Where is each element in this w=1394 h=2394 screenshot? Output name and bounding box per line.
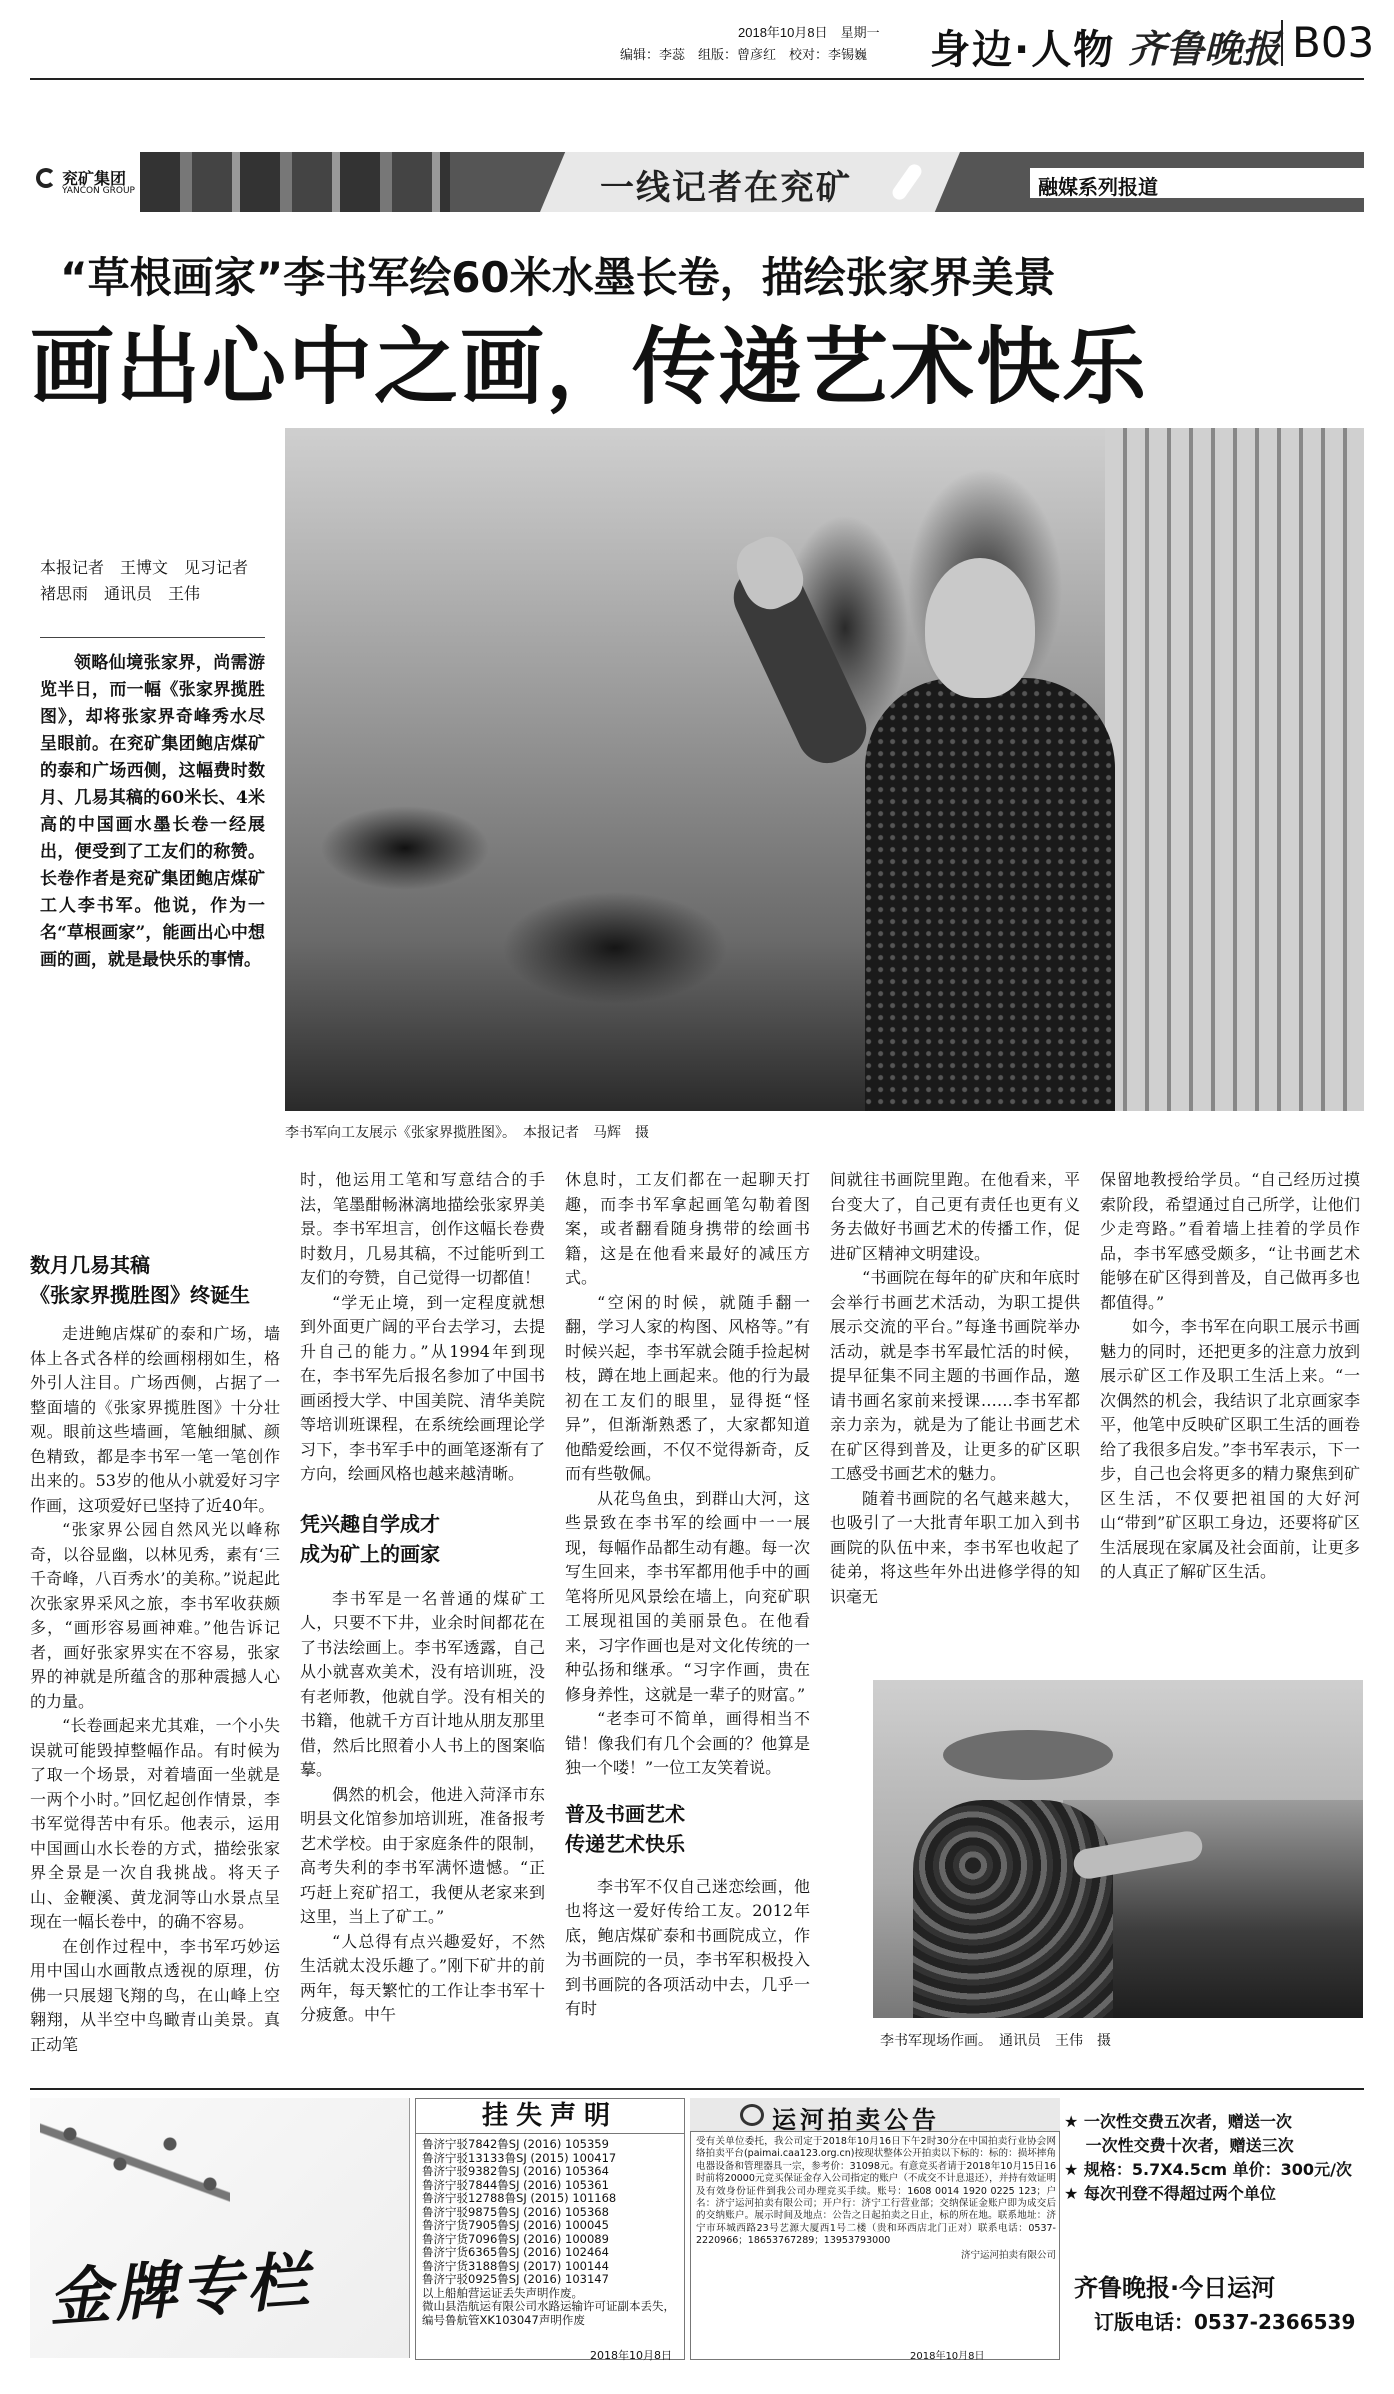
subhead-2b: 成为矿上的画家 xyxy=(300,1541,440,1566)
paragraph: 休息时，工友们都在一起聊天打趣，而李书军拿起画笔勾勒着图案，或者翻看随身携带的绘画书籍，这是在他看来最好的减压方式。 xyxy=(565,1170,810,1287)
group-logo-text: 兖矿集团 xyxy=(62,169,127,188)
paragraph: 在创作过程中，李书军巧妙运用中国山水画散点透视的原理，仿佛一只展翅飞翔的鸟，在山峰上空翱翔，从半空中鸟瞰青山美景。真正动笔 xyxy=(30,1936,280,2054)
loss-notice-date: 2018年10月8日 xyxy=(590,2349,672,2362)
byline: 本报记者 王博文 见习记者 褚思雨 通讯员 王伟 xyxy=(40,558,265,603)
paper-logo: 齐鲁晚报 xyxy=(1128,26,1281,71)
auction-body: 受有关单位委托，我公司定于2018年10月16日下午2时30分在中国拍卖行业协会网络拍卖平台(paimai.caa123.org.cn)按现状整体公开拍卖以下标的：标的：损坏摔角电器设备和管理器具一宗，参考价：31098元。有意竞买者请于2018年10月15日16时前将20000元竞买保证金存入公司指定的账户（不成交不计息退还），并持有效证明及有效身份证件到我公司办理竞买手续。账号：1608 0014 1920 0225 123；户名：济宁运河拍卖有限公司；开户行：济宁工行营业部；交纳保证金账户即为成交后的交纳账户。展示时间及地点：公告之日起拍卖之日止，标的所在地。联系地址：济宁市环城西路23号艺源大厦西1号二楼（贵和环西店北门正对）联系电话：0537-2220966；18653767289；13953793000 xyxy=(696,2136,1056,2247)
article-column-4 xyxy=(830,1168,1080,1609)
series-title: 一线记者在兖矿 xyxy=(600,168,852,208)
promo-line: 一次性交费十次者，赠送三次 xyxy=(1064,2136,1294,2155)
issue-weekday: 星期一 xyxy=(840,25,880,40)
main-photo xyxy=(285,428,1364,1111)
article-column-2 xyxy=(300,1168,545,2028)
subhead-3a: 普及书画艺术 xyxy=(565,1801,685,1826)
paragraph: 时，他运用工笔和写意结合的手法，笔墨酣畅淋漓地描绘张家界美景。李书军坦言，创作这幅长卷费时数月，几易其稿，不过能听到工友们的夸赞，自己觉得一切都值！ xyxy=(300,1170,545,1287)
main-photo-caption: 李书军向工友展示《张家界揽胜图》。 本报记者 马辉 摄 xyxy=(285,1125,649,1141)
paragraph: 李书军不仅自己迷恋绘画，他也将这一爱好传给工友。2012年底，鲍店煤矿泰和书画院成立，作为书画院的一员，李书军积极投入到书画院的各项活动中去，几乎一有时 xyxy=(565,1876,810,2018)
painting-photo-caption: 李书军现场作画。 通讯员 王伟 摄 xyxy=(880,2033,1111,2049)
masthead-editors: 编辑：李蕊 组版：曾彦红 校对：李锡巍 xyxy=(620,47,868,62)
paragraph: “张家界公园自然风光以峰称奇，以谷显幽，以林见秀，素有‘三千奇峰，八百秀水’的美称。”说起此次张家界采风之旅，李书军收获颇多，“画形容易画神难。”他告诉记者，画好张家界实在不容易，张家界的神就是所蕴含的那种震撼人心的力量。 xyxy=(30,1520,280,1711)
loss-notice-list xyxy=(422,2138,682,2327)
promo-line: ★ 规格：5.7X4.5cm 单价：300元/次 xyxy=(1064,2160,1352,2179)
paragraph: 如今，李书军在向职工展示书画魅力的同时，还把更多的注意力放到展示矿区工作及职工生活上来。“一次偶然的机会，我结识了北京画家李平，他笔中反映矿区职工生活的画卷给了我很多启发。”李书军表示，下一步，自己也会将更多的精力聚焦到矿区生活，不仅要把祖国的大好河山“带到”矿区职工身边，还要将矿区生活展现在家属及社会面前，让更多的人真正了解矿区生活。 xyxy=(1100,1317,1360,1581)
building-wall xyxy=(1105,428,1364,1111)
subhead-3b: 传递艺术快乐 xyxy=(565,1831,685,1856)
plum-blossom-illustration xyxy=(40,2104,230,2214)
masthead-rule xyxy=(30,78,1364,80)
list-item: 微山县浩航运有限公司水路运输许可证副本丢失，编号鲁航管XK103047声明作废 xyxy=(422,2299,675,2327)
yancon-logo-icon xyxy=(36,168,56,188)
promo-line: ★ 一次性交费五次者，赠送一次 xyxy=(1064,2112,1292,2131)
painting-photo xyxy=(873,1680,1363,2018)
lead-divider xyxy=(40,637,265,638)
subhead-1b: 《张家界揽胜图》终诞生 xyxy=(30,1283,250,1307)
issue-date: 2018年10月8日 xyxy=(738,25,828,40)
list-item: 鲁济宁驳7844鲁SJ (2016) 105361 xyxy=(422,2177,609,2192)
group-logo-text-en: YANCON GROUP xyxy=(62,186,135,196)
list-item: 鲁济宁货7905鲁SJ (2016) 100045 xyxy=(422,2218,609,2232)
auction-logo-icon xyxy=(740,2104,764,2126)
promo-line: ★ 每次刊登不得超过两个单位 xyxy=(1064,2184,1276,2203)
paragraph: “书画院在每年的矿庆和年底时会举行书画艺术活动，为职工提供展示交流的平台。”每逢书画院举办活动，就是李书军最忙活的时候，提早征集不同主题的书画作品，邀请书画名家前来授课……李书军都亲力亲为，就是为了能让书画艺术在矿区得到普及，让更多的矿区职工感受书画艺术的魅力。 xyxy=(830,1268,1080,1483)
list-item: 鲁济宁驳9875鲁SJ (2016) 105368 xyxy=(422,2204,609,2219)
promo-phone: 订版电话：0537-2366539 xyxy=(1094,2310,1356,2334)
list-item: 鲁济宁驳12788鲁SJ (2015) 101168 xyxy=(422,2191,617,2205)
miners-photo-strip xyxy=(140,152,450,212)
gold-column-calligraphy: 金牌专栏 xyxy=(46,2243,315,2336)
series-subtitle: 融媒系列报道 xyxy=(1038,175,1158,199)
painter-head xyxy=(925,558,1035,698)
list-item: 鲁济宁货3188鲁SJ (2017) 100144 xyxy=(422,2258,609,2273)
list-item: 鲁济宁驳0925鲁SJ (2016) 103147 xyxy=(422,2272,609,2286)
paragraph: 间就往书画院里跑。在他看来，平台变大了，自己更有责任也更有义务去做好书画艺术的传播工作，促进矿区精神文明建设。 xyxy=(830,1170,1080,1263)
lead-paragraph: 领略仙境张家界，尚需游览半日，而一幅《张家界揽胜图》，却将张家界奇峰秀水尽呈眼前。在兖矿集团鲍店煤矿的泰和广场西侧，这幅费时数月、几易其稿的60米长、4米高的中国画水墨长卷一经展出，便受到了工友们的称赞。长卷作者是兖矿集团鲍店煤矿工人李书军。他说，作为一名“草根画家”，能画出心中想画的画，就是最快乐的事情。 xyxy=(40,653,265,970)
article-headline: 画出心中之画，传递艺术快乐 xyxy=(30,318,1149,416)
article-column-5 xyxy=(1100,1168,1360,1585)
list-item: 鲁济宁驳9382鲁SJ (2016) 105364 xyxy=(422,2164,609,2178)
list-item: 鲁济宁货6365鲁SJ (2016) 102464 xyxy=(422,2245,609,2259)
painter-hat xyxy=(943,1730,1113,1780)
section-title: 身边·人物 xyxy=(930,27,1116,73)
painter-camouflage-jacket xyxy=(913,1800,1113,2018)
paragraph: 从花鸟鱼虫，到群山大河，这些景致在李书军的绘画中一一展现，每幅作品都生动有趣。每一次写生回来，李书军都用他手中的画笔将所见风景绘在墙上，向兖矿职工展现祖国的美丽景色。在他看来，习字作画也是对文化传统的一种弘扬和继承。“习字作画，贵在修身养性，这就是一辈子的财富。” xyxy=(565,1488,810,1704)
paragraph: 李书军是一名普通的煤矿工人，只要不下井，业余时间都花在了书法绘画上。李书军透露，自己从小就喜欢美术，没有培训班，没有老师教，他就自学。没有相关的书籍，他就千方百计地从朋友那里借，然后比照着小人书上的图案临摹。 xyxy=(300,1588,545,1779)
subhead-2a: 凭兴趣自学成才 xyxy=(300,1511,440,1536)
subhead-1a: 数月几易其稿 xyxy=(30,1253,150,1277)
paragraph: 随着书画院的名气越来越大，也吸引了一大批青年职工加入到书画院的队伍中来，李书军也收起了徒弟，将这些年外出进修学得的知识毫无 xyxy=(830,1488,1080,1606)
article-column-3 xyxy=(565,1168,810,2022)
list-item: 鲁济宁驳13133鲁SJ (2015) 100417 xyxy=(422,2150,617,2165)
ad-band-rule xyxy=(30,2088,1364,2090)
paragraph: 走进鲍店煤矿的泰和广场，墙体上各式各样的绘画栩栩如生，格外引人注目。广场西侧，占据了一整面墙的《张家界揽胜图》十分壮观。眼前这些墙画，笔触细腻、颜色精致，都是李书军一笔一笔创作出来的。53岁的他从小就爱好习字作画，这项爱好已坚持了近40年。 xyxy=(30,1324,280,1515)
painter-figure xyxy=(865,678,1115,1111)
paragraph: 保留地教授给学员。“自己经历过摸索阶段，希望通过自己所学，让他们少走弯路。”看着墙上挂着的学员作品，李书军感受颇多，“让书画艺术能够在矿区得到普及，自己做再多也都值得。” xyxy=(1100,1170,1360,1312)
auction-notice-date: 2018年10月8日 xyxy=(910,2351,985,2362)
paragraph: “长卷画起来尤其难，一个小失误就可能毁掉整幅作品。有时候为了取一个场景，对着墙面一坐就是一两个小时。”回忆起创作情景，李书军觉得苦中有乐。他表示，运用中国画山水长卷的方式，描绘张家界全景是一次自我挑战。将天子山、金鞭溪、黄龙洞等山水景点呈现在一幅长卷中，的确不容易。 xyxy=(30,1716,280,1931)
list-item: 鲁济宁驳7842鲁SJ (2016) 105359 xyxy=(422,2137,609,2151)
paragraph: “空闲的时候，就随手翻一翻，学习人家的构图、风格等。”有时候兴起，李书军就会随手捡起树枝，蹲在地上画起来。他的行为最初在工友们的眼里，显得挺“怪异”，但渐渐熟悉了，大家都知道他酷爱绘画，不仅不觉得新奇，反而有些敬佩。 xyxy=(565,1292,810,1483)
auction-notice-title: 运河拍卖公告 xyxy=(772,2106,940,2134)
paragraph: “学无止境，到一定程度就想到外面更广阔的平台去学习，去提升自己的能力。”从1994年到现在，李书军先后报名参加了中国书画函授大学、中国美院、清华美院等培训班课程，在系统绘画理论学习下，李书军手中的画笔逐渐有了方向，绘画风格也越来越清晰。 xyxy=(300,1292,545,1483)
masthead-date xyxy=(738,22,880,41)
loss-notice-title: 挂失声明 xyxy=(415,2098,685,2134)
article-kicker: “草根画家”李书军绘60米水墨长卷，描绘张家界美景 xyxy=(60,253,1056,302)
article-column-1 xyxy=(30,1250,280,2057)
paragraph: 偶然的机会，他进入菏泽市东明县文化馆参加培训班，准备报考艺术学校。由于家庭条件的限制，高考失利的李书军满怀遗憾。“正巧赶上兖矿招工，我便从老家来到这里，当上了矿工。” xyxy=(300,1784,545,1926)
list-item: 以上船舶营运证丢失声明作废。 xyxy=(422,2285,583,2300)
auction-signature: 济宁运河拍卖有限公司 xyxy=(960,2249,1056,2261)
page-number: B03 xyxy=(1292,18,1375,67)
paragraph: “人总得有点兴趣爱好，不然生活就太没乐趣了。”刚下矿井的前两年，每天繁忙的工作让李书军十分疲惫。中午 xyxy=(300,1931,545,2024)
list-item: 鲁济宁货7096鲁SJ (2016) 100089 xyxy=(422,2231,609,2246)
auction-notice-text xyxy=(696,2136,1056,2262)
paragraph: “老李可不简单，画得相当不错！像我们有几个会画的？他算是独一个喽！”一位工友笑着说。 xyxy=(565,1709,810,1777)
masthead-separator xyxy=(1281,20,1283,66)
promo-paper-name: 齐鲁晚报·今日运河 xyxy=(1074,2274,1276,2302)
